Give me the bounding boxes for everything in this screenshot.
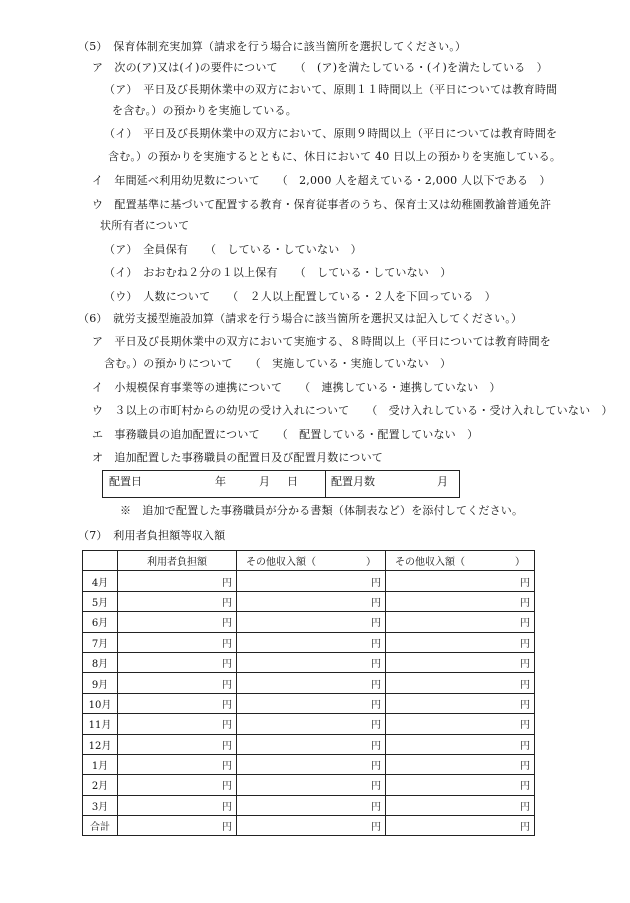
placement-box-divider <box>325 471 326 497</box>
amount-cell[interactable]: 円 <box>118 652 237 672</box>
amount-cell[interactable]: 円 <box>237 775 386 795</box>
s5-item-a2: （イ） 平日及び長期休業中の双方において、原則９時間以上（平日については教育時間を <box>104 127 558 140</box>
amount-cell[interactable]: 円 <box>237 714 386 734</box>
table-row <box>83 612 535 632</box>
amount-cell[interactable]: 円 <box>118 775 237 795</box>
amount-cell[interactable]: 円 <box>237 652 386 672</box>
table-row <box>83 754 535 774</box>
section-7-heading: （7） 利用者負担額等収入額 <box>78 529 226 542</box>
s5-item-u3: （ウ） 人数について （ ２人以上配置している・２人を下回っている ） <box>104 290 496 303</box>
amount-cell[interactable]: 円 <box>237 734 386 754</box>
row-month-label: 3月 <box>83 795 118 815</box>
row-month-label: 2月 <box>83 775 118 795</box>
s5-item-a: ア 次の(ア)又は(イ)の要件について （ (ア)を満たしている・(イ)を満たしている ） <box>92 61 548 74</box>
amount-cell[interactable]: 円 <box>386 591 535 611</box>
table-row <box>83 591 535 611</box>
s6-item-u: ウ ３以上の市町村からの幼児の受け入れについて （ 受け入れしている・受け入れしていない ） <box>92 404 613 417</box>
amount-cell[interactable]: 円 <box>386 816 535 836</box>
amount-cell[interactable]: 円 <box>118 816 237 836</box>
row-month-label: 4月 <box>83 571 118 591</box>
amount-cell[interactable]: 円 <box>237 571 386 591</box>
table-row <box>83 571 535 591</box>
amount-cell[interactable]: 円 <box>237 591 386 611</box>
table-row <box>83 795 535 815</box>
placement-day: 日 <box>287 475 298 488</box>
s5-item-u: ウ 配置基準に基づいて配置する教育・保育従事者のうち、保育士又は幼稚園教諭普通免許 <box>92 198 552 211</box>
amount-cell[interactable]: 円 <box>386 754 535 774</box>
row-month-label: 合計 <box>83 816 118 836</box>
amount-cell[interactable]: 円 <box>237 795 386 815</box>
s5-item-a1-cont: を含む。）の預かりを実施している。 <box>112 104 297 117</box>
amount-cell[interactable]: 円 <box>386 795 535 815</box>
row-month-label: 10月 <box>83 693 118 713</box>
amount-cell[interactable]: 円 <box>118 734 237 754</box>
amount-cell[interactable]: 円 <box>386 714 535 734</box>
s5-item-i: イ 年間延べ利用幼児数について （ 2,000 人を超えている・2,000 人以下である ） <box>92 174 551 187</box>
income-table-header <box>83 551 535 571</box>
table-row <box>83 632 535 652</box>
amount-cell[interactable]: 円 <box>386 652 535 672</box>
placement-box <box>102 470 460 498</box>
amount-cell[interactable]: 円 <box>118 612 237 632</box>
section-5-heading: （5） 保育体制充実加算（請求を行う場合に該当箇所を選択してください。） <box>78 40 467 53</box>
income-table <box>82 550 535 836</box>
row-month-label: 1月 <box>83 754 118 774</box>
table-row <box>83 734 535 754</box>
amount-cell[interactable]: 円 <box>237 754 386 774</box>
table-row <box>83 816 535 836</box>
header-blank <box>83 551 118 571</box>
amount-cell[interactable]: 円 <box>237 673 386 693</box>
table-row <box>83 673 535 693</box>
s6-item-o: オ 追加配置した事務職員の配置日及び配置月数について <box>92 451 383 464</box>
row-month-label: 8月 <box>83 652 118 672</box>
placement-months-unit: 月 <box>437 475 448 488</box>
amount-cell[interactable]: 円 <box>237 612 386 632</box>
amount-cell[interactable]: 円 <box>118 571 237 591</box>
row-month-label: 12月 <box>83 734 118 754</box>
header-other-income-1: その他収入額（ ） <box>237 551 386 571</box>
amount-cell[interactable]: 円 <box>386 632 535 652</box>
header-user-fee: 利用者負担額 <box>118 551 237 571</box>
table-row <box>83 714 535 734</box>
amount-cell[interactable]: 円 <box>118 632 237 652</box>
placement-months-label: 配置月数 <box>331 475 375 488</box>
amount-cell[interactable]: 円 <box>118 693 237 713</box>
s6-note: ※ 追加で配置した事務職員が分かる書類（体制表など）を添付してください。 <box>120 504 524 517</box>
amount-cell[interactable]: 円 <box>118 754 237 774</box>
amount-cell[interactable]: 円 <box>386 693 535 713</box>
placement-date-label: 配置日 <box>109 475 142 488</box>
row-month-label: 11月 <box>83 714 118 734</box>
amount-cell[interactable]: 円 <box>386 571 535 591</box>
amount-cell[interactable]: 円 <box>386 673 535 693</box>
s6-item-i: イ 小規模保育事業等の連携について （ 連携している・連携していない ） <box>92 381 501 394</box>
amount-cell[interactable]: 円 <box>118 673 237 693</box>
row-month-label: 5月 <box>83 591 118 611</box>
amount-cell[interactable]: 円 <box>118 591 237 611</box>
s6-item-a-cont: 含む。）の預かりについて （ 実施している・実施していない ） <box>104 357 452 370</box>
table-row <box>83 652 535 672</box>
row-month-label: 7月 <box>83 632 118 652</box>
row-month-label: 6月 <box>83 612 118 632</box>
amount-cell[interactable]: 円 <box>237 632 386 652</box>
header-other-income-2: その他収入額（ ） <box>386 551 535 571</box>
amount-cell[interactable]: 円 <box>237 816 386 836</box>
amount-cell[interactable]: 円 <box>386 775 535 795</box>
placement-year: 年 <box>215 475 226 488</box>
table-row <box>83 775 535 795</box>
row-month-label: 9月 <box>83 673 118 693</box>
s5-item-a1: （ア） 平日及び長期休業中の双方において、原則１１時間以上（平日については教育時間 <box>104 83 558 96</box>
s6-item-a: ア 平日及び長期休業中の双方において実施する、８時間以上（平日については教育時間を <box>92 335 551 348</box>
income-table-body <box>83 571 535 836</box>
s5-item-u-cont: 状所有者について <box>100 219 190 232</box>
section-6-heading: （6） 就労支援型施設加算（請求を行う場合に該当箇所を選択又は記入してください。） <box>78 312 523 325</box>
s5-item-u2: （イ） おおむね２分の１以上保有 （ している・していない ） <box>104 266 452 279</box>
s6-item-e: エ 事務職員の追加配置について （ 配置している・配置していない ） <box>92 428 479 441</box>
table-row <box>83 693 535 713</box>
amount-cell[interactable]: 円 <box>118 795 237 815</box>
placement-month: 月 <box>259 475 270 488</box>
amount-cell[interactable]: 円 <box>386 612 535 632</box>
amount-cell[interactable]: 円 <box>386 734 535 754</box>
amount-cell[interactable]: 円 <box>118 714 237 734</box>
s5-item-a2-cont: 含む。）の預かりを実施するとともに、休日において 40 日以上の預かりを実施している。 <box>108 150 562 163</box>
amount-cell[interactable]: 円 <box>237 693 386 713</box>
s5-item-u1: （ア） 全員保有 （ している・していない ） <box>104 243 362 256</box>
